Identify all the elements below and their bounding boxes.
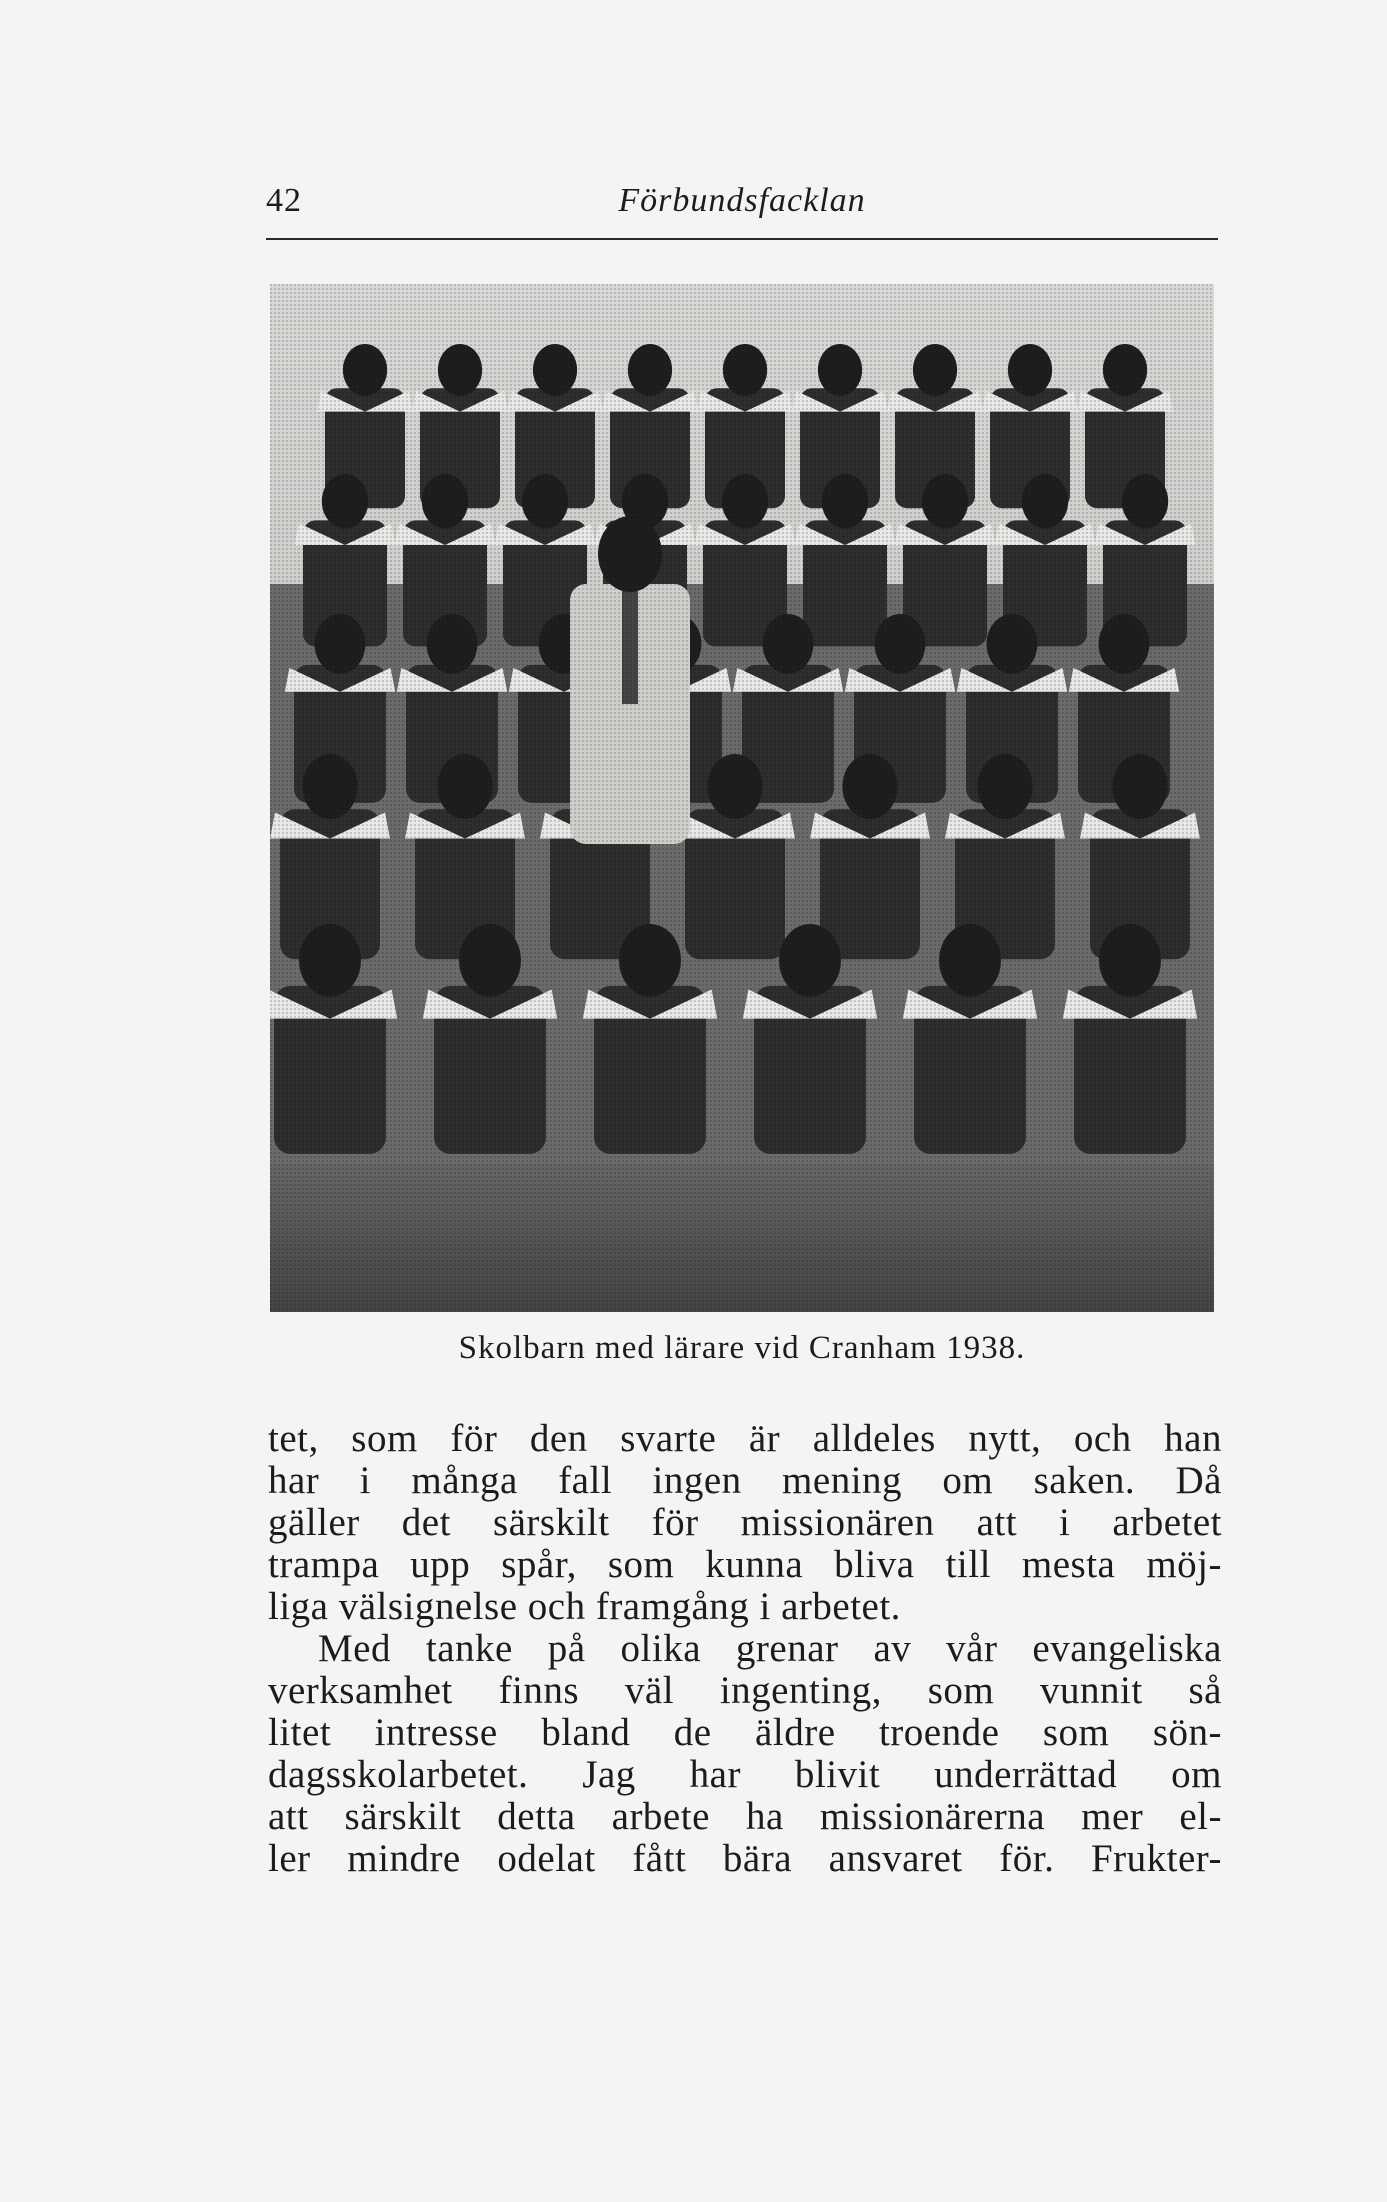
page-header (266, 178, 1218, 240)
school-children-photo (270, 284, 1214, 1312)
text-line: tet, som för den svarte är alldeles nytt, och han (268, 1417, 1222, 1460)
text-line: trampa upp spår, som kunna bliva till mesta möj- (268, 1543, 1222, 1586)
page-number: 42 (266, 182, 302, 219)
text-line: ler mindre odelat fått bära ansvaret för. Frukter- (268, 1837, 1222, 1880)
photo-caption: Skolbarn med lärare vid Cranham 1938. (458, 1330, 1026, 1366)
text-line: har i många fall ingen mening om saken. Då (268, 1459, 1222, 1502)
text-line: dagsskolarbetet. Jag har blivit underrättad om (268, 1753, 1222, 1796)
photo-illustration (270, 284, 1214, 1312)
text-line: liga välsignelse och framgång i arbetet. (268, 1585, 901, 1628)
text-line: verksamhet finns väl ingenting, som vunnit så (268, 1669, 1222, 1712)
running-title: Förbundsfacklan (618, 182, 866, 219)
text-line: att särskilt detta arbete ha missionärerna mer el- (268, 1795, 1222, 1838)
text-line: litet intresse bland de äldre troende som sön- (268, 1711, 1222, 1754)
text-line: gäller det särskilt för missionären att i arbetet (268, 1501, 1222, 1544)
body-text (268, 1418, 1222, 1880)
text-line: Med tanke på olika grenar av vår evangeliska (318, 1627, 1222, 1670)
